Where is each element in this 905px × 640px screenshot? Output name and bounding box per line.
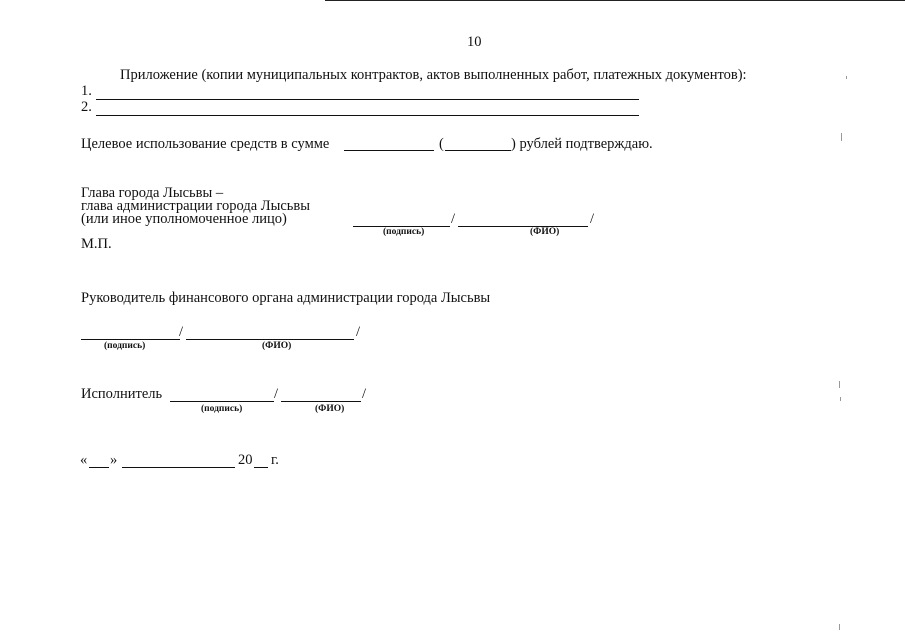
executor-slash-end: / — [362, 386, 367, 402]
finance-signature-caption: (подпись) — [104, 341, 146, 351]
finance-name-line — [186, 339, 354, 340]
head-name-caption: (ФИО) — [530, 227, 560, 237]
amount-words-line — [445, 150, 511, 151]
date-century: 20 — [238, 452, 253, 468]
head-of-city-line3: (или иное уполномоченное лицо) — [81, 211, 287, 227]
head-of-city-line1: Глава города Лысьвы – — [81, 185, 224, 201]
confirmation-open-paren: ( — [439, 136, 444, 152]
finance-head-title: Руководитель финансового органа администрации города Лысьвы — [81, 290, 491, 306]
finance-slash-end: / — [356, 324, 361, 340]
confirmation-prefix: Целевое использование средств в сумме — [81, 136, 330, 152]
executor-slash: / — [274, 386, 279, 402]
page-top-border — [325, 0, 905, 1]
finance-signature-line — [81, 339, 180, 340]
attachment-item-1-number: 1. — [81, 83, 92, 99]
date-month-line — [122, 467, 235, 468]
attachment-heading: Приложение (копии муниципальных контрактов, актов выполненных работ, платежных документов): — [120, 67, 747, 83]
head-name-line — [458, 226, 588, 227]
amount-line — [344, 150, 434, 151]
scan-speck — [839, 624, 840, 630]
executor-name-line — [281, 401, 361, 402]
scan-speck — [839, 381, 840, 388]
executor-signature-caption: (подпись) — [201, 404, 243, 414]
date-close-quote: » — [110, 452, 118, 468]
head-signature-caption: (подпись) — [383, 227, 425, 237]
attachment-item-1-line — [96, 99, 639, 100]
finance-slash: / — [179, 324, 184, 340]
stamp-placeholder: М.П. — [81, 236, 112, 252]
date-open-quote: « — [80, 452, 88, 468]
date-year-line — [254, 467, 268, 468]
executor-label: Исполнитель — [81, 386, 163, 402]
executor-signature-line — [170, 401, 274, 402]
head-slash-end: / — [590, 211, 595, 227]
head-slash: / — [451, 211, 456, 227]
confirmation-suffix: ) рублей подтверждаю. — [511, 136, 653, 152]
executor-name-caption: (ФИО) — [315, 404, 345, 414]
head-of-city-line2: глава администрации города Лысьвы — [81, 198, 310, 214]
finance-name-caption: (ФИО) — [262, 341, 292, 351]
scan-speck — [841, 133, 842, 141]
date-year-suffix: г. — [271, 452, 279, 468]
scan-speck — [846, 76, 847, 79]
date-day-line — [89, 467, 109, 468]
page-number: 10 — [467, 34, 482, 50]
attachment-item-2-number: 2. — [81, 99, 92, 115]
attachment-item-2-line — [96, 115, 639, 116]
scan-speck — [840, 397, 841, 401]
